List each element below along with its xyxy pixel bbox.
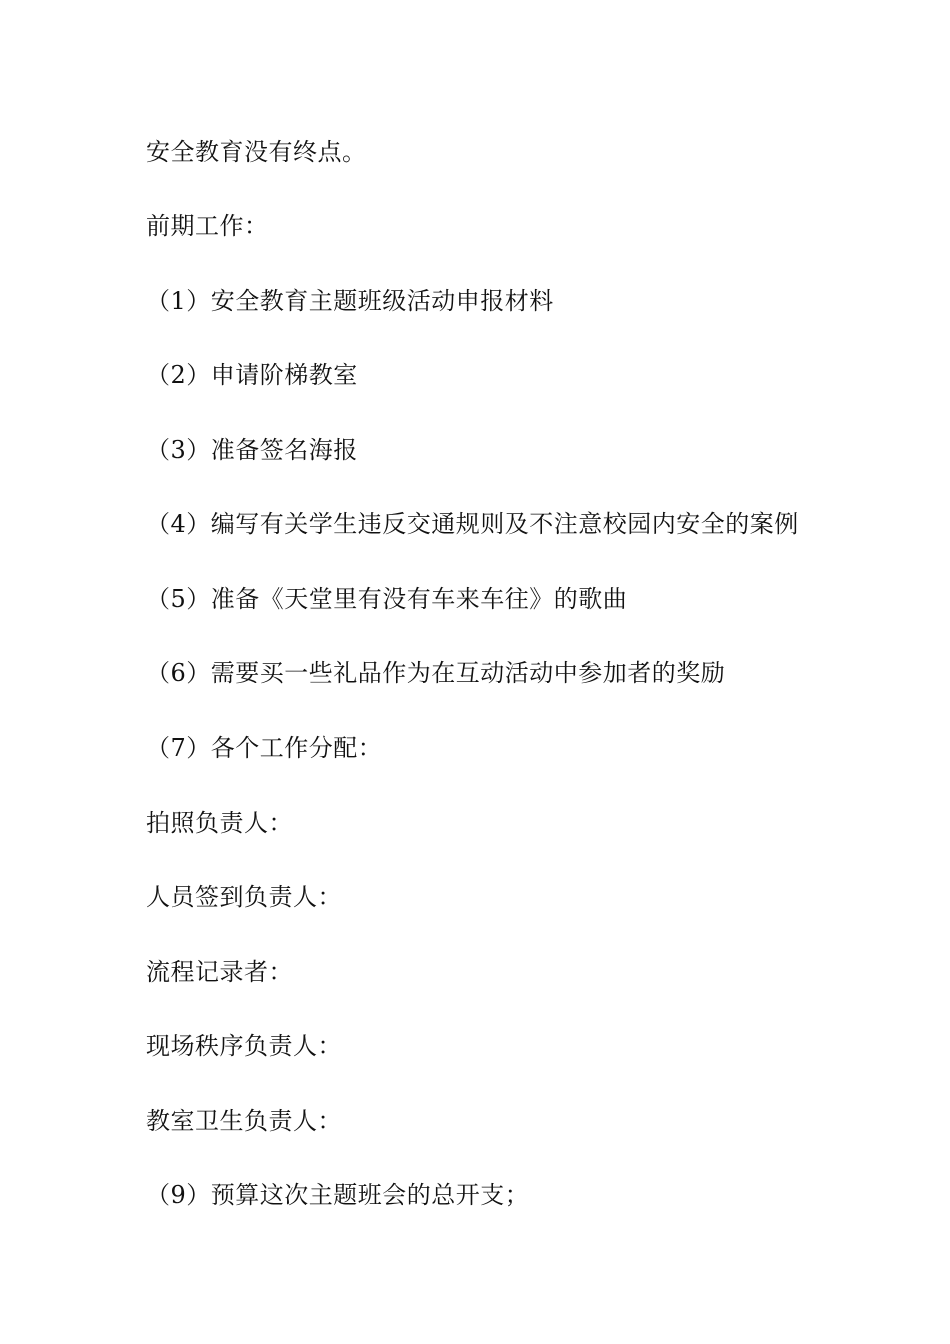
text-line: 教室卫生负责人： bbox=[146, 1107, 342, 1135]
text-line: 人员签到负责人： bbox=[146, 883, 342, 911]
text-line: 前期工作： bbox=[146, 212, 269, 240]
text-line: 拍照负责人： bbox=[146, 809, 293, 837]
list-item: （1）安全教育主题班级活动申报材料 bbox=[146, 287, 554, 315]
text-line: 流程记录者： bbox=[146, 958, 293, 986]
list-item: （5）准备《天堂里有没有车来车往》的歌曲 bbox=[146, 585, 628, 613]
text-line: 安全教育没有终点。 bbox=[146, 138, 367, 166]
list-item: （4）编写有关学生违反交通规则及不注意校园内安全的案例 bbox=[146, 510, 799, 538]
list-item: （9）预算这次主题班会的总开支； bbox=[146, 1181, 530, 1209]
list-item: （7）各个工作分配： bbox=[146, 734, 383, 762]
list-item: （6）需要买一些礼品作为在互动活动中参加者的奖励 bbox=[146, 659, 726, 687]
list-item: （2）申请阶梯教室 bbox=[146, 361, 358, 389]
text-line: 现场秩序负责人： bbox=[146, 1032, 342, 1060]
list-item: （3）准备签名海报 bbox=[146, 436, 358, 464]
